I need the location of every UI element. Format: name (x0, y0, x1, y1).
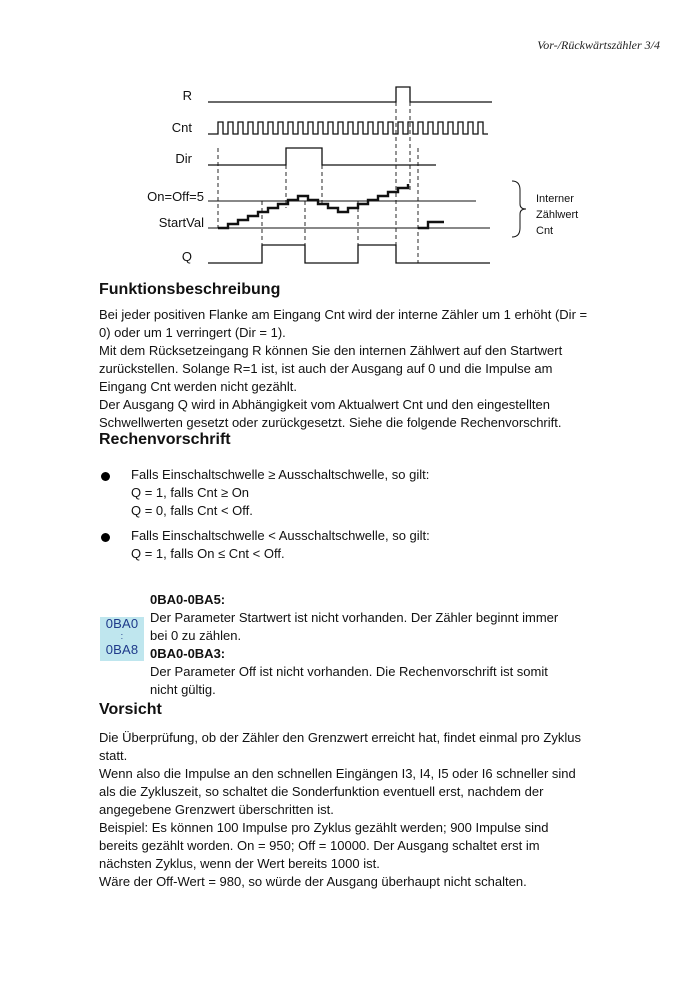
text-line: Q = 1, falls Cnt ≥ On (131, 485, 250, 500)
text-line: Beispiel: Es können 100 Impulse pro Zyklus gezählt werden; 900 Impulse sind (99, 820, 549, 835)
bullet-item-2 (131, 527, 430, 563)
signal-labels (147, 88, 204, 264)
text-line: bei 0 zu zählen. (150, 628, 242, 643)
text-line: Wäre der Off-Wert = 980, so würde der Ausgang überhaupt nicht schalten. (99, 874, 527, 889)
text-line: Die Überprüfung, ob der Zähler den Grenzwert erreicht hat, findet einmal pro Zyklus (99, 730, 581, 745)
text-line: Q = 1, falls On ≤ Cnt < Off. (131, 546, 285, 561)
text-line: 0) oder um 1 verringert (Dir = 1). (99, 325, 286, 340)
heading-funktionsbeschreibung: Funktionsbeschreibung (99, 281, 281, 298)
version-note (150, 591, 610, 699)
signal-q (208, 245, 490, 263)
text-line: Falls Einschaltschwelle < Ausschaltschwelle, so gilt: (131, 528, 430, 543)
vorsicht-paragraph (99, 729, 619, 891)
text-line: Der Parameter Off ist nicht vorhanden. Die Rechenvorschrift ist somit (150, 664, 548, 679)
label-dir: Dir (175, 151, 192, 166)
note-title-2: 0BA0-0BA3: (150, 646, 226, 661)
heading-vorsicht: Vorsicht (99, 701, 162, 718)
brace-label (536, 193, 578, 237)
label-q: Q (181, 249, 192, 264)
counter-staircase (218, 184, 408, 228)
text-line: als die Zykluszeit, so schaltet die Sonderfunktion eventuell erst, nachdem der (99, 784, 544, 799)
signal-cnt (208, 122, 488, 134)
text-line: bereits gezählt worden. On = 950; Off = 10000. Der Ausgang schaltet erst im (99, 838, 540, 853)
text-line: Mit dem Rücksetzeingang R können Sie den internen Zählwert auf den Startwert (99, 343, 563, 358)
label-cnt: Cnt (171, 120, 192, 135)
text-line: nächsten Zyklus, wenn der Wert bereits 1000 ist. (99, 856, 380, 871)
text-line: nicht gültig. (150, 682, 216, 697)
text-line: Eingang Cnt werden nicht gezählt. (99, 379, 298, 394)
version-icon-line: : (120, 631, 124, 641)
brace-line-1: Interner (536, 193, 574, 205)
text-line: Der Parameter Startwert ist nicht vorhanden. Der Zähler beginnt immer (150, 610, 559, 625)
funktion-paragraph (99, 306, 619, 432)
text-line: statt. (99, 748, 128, 763)
brace (512, 181, 526, 237)
version-icon-line: 0BA8 (105, 642, 139, 657)
label-startval: StartVal (158, 215, 204, 230)
brace-line-2: Zählwert (536, 209, 579, 221)
signal-dir (208, 148, 436, 165)
bullet-item-1 (131, 466, 429, 520)
label-r: R (182, 88, 192, 103)
timing-diagram (147, 78, 620, 278)
text-line: Q = 0, falls Cnt < Off. (131, 503, 253, 518)
page-header: Vor-/Rückwärtszähler 3/4 (537, 38, 660, 52)
text-line: angegebene Grenzwert überschritten ist. (99, 802, 334, 817)
bullet-icon (101, 533, 110, 542)
version-icon (100, 617, 144, 661)
brace-line-3: Cnt (536, 225, 554, 237)
note-title-1: 0BA0-0BA5: (150, 592, 226, 607)
text-line: Schwellwerten gesetzt oder zurückgesetzt. Siehe die folgende Rechenvorschrift. (99, 415, 562, 430)
bullet-icon (101, 472, 110, 481)
text-line: Falls Einschaltschwelle ≥ Ausschaltschwelle, so gilt: (131, 467, 430, 482)
heading-rechenvorschrift: Rechenvorschrift (99, 431, 231, 448)
signal-r (208, 87, 492, 102)
counter-after-reset (418, 222, 444, 228)
text-line: Der Ausgang Q wird in Abhängigkeit vom Aktualwert Cnt und den eingestellten (99, 397, 550, 412)
label-on-off: On=Off=5 (147, 189, 204, 204)
text-line: zurückstellen. Solange R=1 ist, ist auch der Ausgang auf 0 und die Impulse am (99, 361, 553, 376)
version-icon-line: 0BA0 (105, 616, 139, 631)
text-line: Wenn also die Impulse an den schnellen Eingängen I3, I4, I5 oder I6 schneller sind (99, 766, 576, 781)
text-line: Bei jeder positiven Flanke am Eingang Cnt wird der interne Zähler um 1 erhöht (Dir = (99, 307, 588, 322)
